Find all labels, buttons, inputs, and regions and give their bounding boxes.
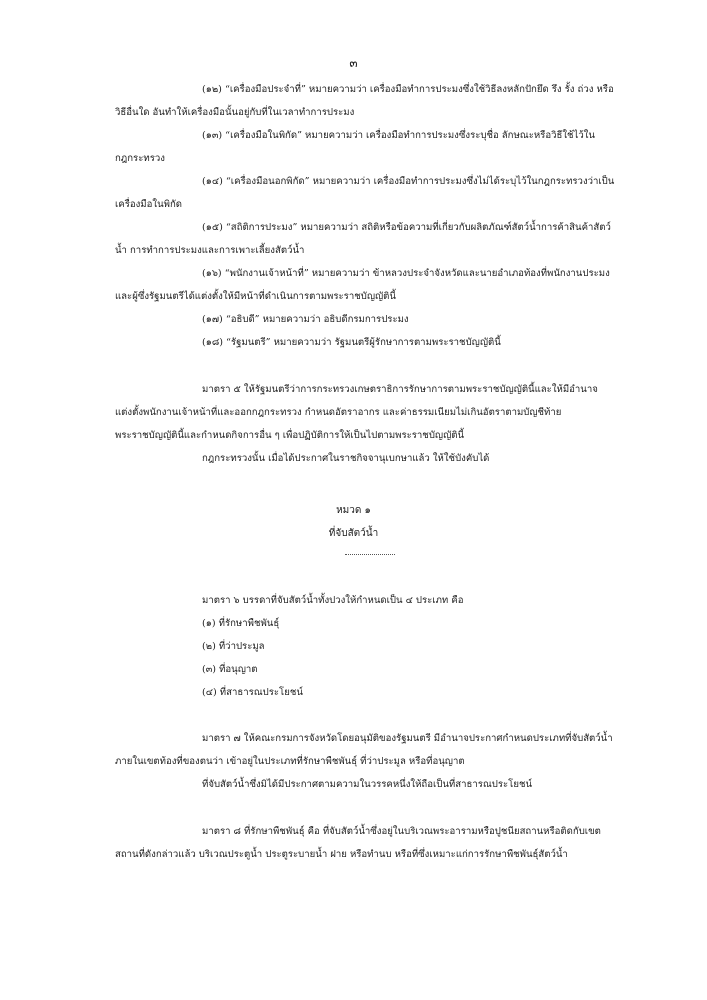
definition-15-line-2: น้ำ การทำการประมงและการเพาะเลี้ยงสัตว์น้ำ bbox=[115, 245, 305, 256]
section-8-line-1: มาตรา ๘ ที่รักษาพืชพันธุ์ คือ ที่จับสัตว์น้ำซึ่งอยู่ในบริเวณพระอารามหรือปูชนียสถานหรือติดกับเขต bbox=[202, 826, 601, 837]
definition-17: (๑๗) “อธิบดี” หมายความว่า อธิบดีกรมการประมง bbox=[202, 314, 409, 325]
section-6-intro: มาตรา ๖ บรรดาที่จับสัตว์น้ำทั้งปวงให้กำหนดเป็น ๔ ประเภท คือ bbox=[202, 595, 464, 606]
definition-18: (๑๘) “รัฐมนตรี” หมายความว่า รัฐมนตรีผู้รักษาการตามพระราชบัญญัตินี้ bbox=[202, 337, 501, 348]
section-5-line-2: แต่งตั้งพนักงานเจ้าหน้าที่และออกกฎกระทรวง กำหนดอัตราอากร และค่าธรรมเนียมไม่เกินอัตราตามบัญชีท้าย bbox=[115, 407, 562, 418]
definition-12-line-2: วิธีอื่นใด อันทำให้เครื่องมือนั้นอยู่กับที่ในเวลาทำการประมง bbox=[115, 107, 355, 118]
definition-13-line-1: (๑๓) “เครื่องมือในพิกัด” หมายความว่า เครื่องมือทำการประมงซึ่งระบุชื่อ ลักษณะหรือวิธีใช้ไว้ใน bbox=[202, 130, 595, 141]
section-7-line-2: ภายในเขตท้องที่ของตนว่า เข้าอยู่ในประเภทที่รักษาพืชพันธุ์ ที่ว่าประมูล หรือที่อนุญาต bbox=[115, 756, 465, 767]
section-7-line-3: ที่จับสัตว์น้ำซึ่งมิได้มีประกาศตามความในวรรคหนึ่งให้ถือเป็นที่สาธารณประโยชน์ bbox=[202, 779, 533, 790]
section-5-line-3: พระราชบัญญัตินี้และกำหนดกิจการอื่น ๆ เพื่อปฏิบัติการให้เป็นไปตามพระราชบัญญัตินี้ bbox=[115, 430, 465, 441]
chapter-heading: หมวด ๑ bbox=[336, 505, 371, 516]
section-6-item-4: (๔) ที่สาธารณประโยชน์ bbox=[202, 687, 303, 698]
section-6-item-2: (๒) ที่ว่าประมูล bbox=[202, 641, 265, 652]
chapter-divider bbox=[345, 554, 395, 555]
section-6-item-3: (๓) ที่อนุญาต bbox=[202, 664, 258, 675]
definition-16-line-1: (๑๖) “พนักงานเจ้าหน้าที่” หมายความว่า ข้าหลวงประจำจังหวัดและนายอำเภอท้องที่พนักงานประมง bbox=[202, 268, 610, 279]
definition-14-line-2: เครื่องมือในพิกัด bbox=[115, 199, 182, 210]
section-7-line-1: มาตรา ๗ ให้คณะกรมการจังหวัดโดยอนุมัติของรัฐมนตรี มีอำนาจประกาศกำหนดประเภทที่จับสัตว์น้ำ bbox=[202, 733, 613, 744]
page-number: ๓ bbox=[349, 56, 358, 70]
section-5-line-1: มาตรา ๕ ให้รัฐมนตรีว่าการกระทรวงเกษตราธิการรักษาการตามพระราชบัญญัตินี้และให้มีอำนาจ bbox=[202, 384, 598, 395]
chapter-title: ที่จับสัตว์น้ำ bbox=[328, 528, 379, 539]
definition-14-line-1: (๑๔) “เครื่องมือนอกพิกัด” หมายความว่า เครื่องมือทำการประมงซึ่งไม่ได้ระบุไว้ในกฎกระทรวงว่าเป็น bbox=[202, 176, 615, 187]
definition-12-line-1: (๑๒) “เครื่องมือประจำที่” หมายความว่า เครื่องมือทำการประมงซึ่งใช้วิธีลงหลักปักยึด รึง รั้ง ถ่วง หรือ bbox=[202, 84, 614, 95]
definition-15-line-1: (๑๕) “สถิติการประมง” หมายความว่า สถิติหรือข้อความที่เกี่ยวกับผลิตภัณฑ์สัตว์น้ำการค้าสินค้าสัตว์ bbox=[202, 222, 611, 233]
section-6-item-1: (๑) ที่รักษาพืชพันธุ์ bbox=[202, 618, 280, 629]
section-5-line-4: กฎกระทรวงนั้น เมื่อได้ประกาศในราชกิจจานุเบกษาแล้ว ให้ใช้บังคับได้ bbox=[202, 453, 490, 464]
definition-13-line-2: กฎกระทรวง bbox=[115, 153, 165, 164]
definition-16-line-2: และผู้ซึ่งรัฐมนตรีได้แต่งตั้งให้มีหน้าที่ดำเนินการตามพระราชบัญญัตินี้ bbox=[115, 291, 396, 302]
section-8-line-2: สถานที่ดังกล่าวแล้ว บริเวณประตูน้ำ ประตูระบายน้ำ ฝาย หรือทำนบ หรือที่ซึ่งเหมาะแก่การรักษาพืชพันธุ์สัตว์น้ำ bbox=[115, 849, 568, 860]
